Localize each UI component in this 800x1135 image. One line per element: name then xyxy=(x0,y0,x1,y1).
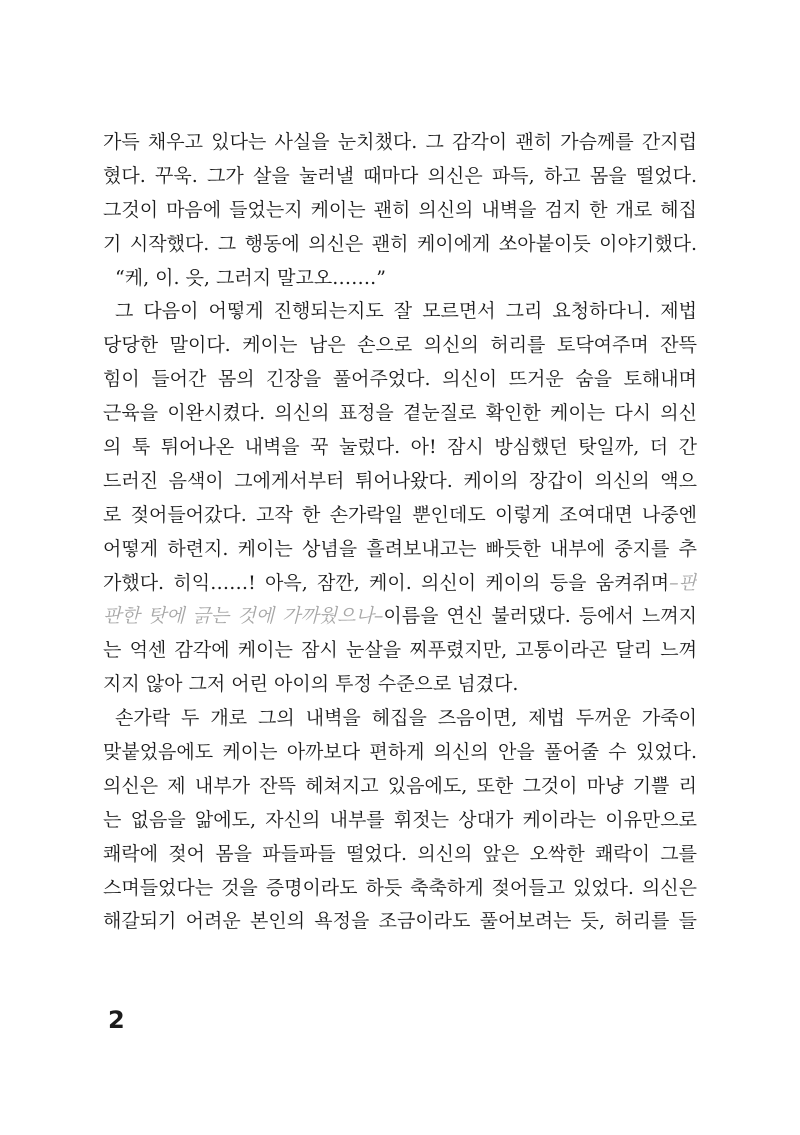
body-text: 가득 채우고 있다는 사실을 눈치챘다. 그 감각이 괜히 가슴께를 간지럽 xyxy=(103,131,697,153)
text-line xyxy=(103,465,697,499)
text-line xyxy=(103,736,697,770)
text-line xyxy=(103,702,697,736)
inline-aside-text: 판한 탓에 긁는 것에 가까웠으나– xyxy=(103,605,384,628)
body-text: 로 젖어들어갔다. 고작 한 손가락일 뿐인데도 이렇게 조여대면 나중엔 xyxy=(103,503,697,526)
text-line xyxy=(103,567,697,601)
body-text: 손가락 두 개로 그의 내벽을 헤집을 즈음이면, 제법 두꺼운 가죽이 xyxy=(115,707,697,730)
body-text: 힘이 들어간 몸의 긴장을 풀어주었다. 의신이 뜨거운 숨을 토해내며 xyxy=(103,368,697,391)
body-text: 어떻게 하련지. 케이는 상념을 흘려보내고는 빠듯한 내부에 중지를 추 xyxy=(103,537,697,560)
body-text: 이름을 연신 불러댔다. 등에서 느껴지 xyxy=(383,605,697,628)
text-line xyxy=(103,905,697,939)
text-line xyxy=(103,770,697,804)
text-line xyxy=(103,668,697,702)
text-line xyxy=(103,363,697,397)
body-text: 스며들었다는 것을 증명이라도 하듯 축축하게 젖어들고 있었다. 의신은 xyxy=(103,876,697,899)
text-line xyxy=(103,499,697,533)
text-line xyxy=(103,194,697,228)
text-line xyxy=(103,228,697,262)
body-text: 해갈되기 어려운 본인의 욕정을 조금이라도 풀어보려는 듯, 허리를 들 xyxy=(103,910,697,933)
text-line xyxy=(103,160,697,194)
text-block xyxy=(103,126,697,939)
body-text: 근육을 이완시켰다. 의신의 표정을 곁눈질로 확인한 케이는 다시 의신 xyxy=(103,402,697,425)
body-text: 는 억센 감각에 케이는 잠시 눈살을 찌푸렸지만, 고통이라곤 달리 느껴 xyxy=(103,639,697,662)
text-line xyxy=(103,533,697,567)
text-line xyxy=(103,295,697,329)
body-text: 맞붙었음에도 케이는 아까보다 편하게 의신의 안을 풀어줄 수 있었다. xyxy=(103,741,697,764)
body-text: 드러진 음색이 그에게서부터 튀어나왔다. 케이의 장갑이 의신의 액으 xyxy=(103,469,697,492)
body-text: 그 다음이 어떻게 진행되는지도 잘 모르면서 그리 요청하다니. 제법 xyxy=(115,300,697,323)
text-line xyxy=(103,872,697,906)
body-text: 지지 않아 그저 어린 아이의 투정 수준으로 넘겼다. xyxy=(103,673,519,696)
body-text: 당당한 말이다. 케이는 남은 손으로 의신의 허리를 토닥여주며 잔뜩 xyxy=(103,334,697,357)
text-line xyxy=(103,634,697,668)
page-number: 2 xyxy=(108,1006,125,1034)
body-text: 혔다. 꾸욱. 그가 살을 눌러낼 때마다 의신은 파득, 하고 몸을 떨었다. xyxy=(103,164,697,187)
text-line xyxy=(103,329,697,363)
text-line xyxy=(103,262,697,296)
text-line xyxy=(103,600,697,634)
body-text: 쾌락에 젖어 몸을 파들파들 떨었다. 의신의 앞은 오싹한 쾌락이 그를 xyxy=(103,842,697,865)
body-text: 의 툭 튀어나온 내벽을 꾹 눌렀다. 아! 잠시 방심했던 탓일까, 더 간 xyxy=(103,436,697,459)
text-line xyxy=(103,838,697,872)
text-line xyxy=(103,397,697,431)
body-text: 의신은 제 내부가 잔뜩 헤쳐지고 있음에도, 또한 그것이 마냥 기쁠 리 xyxy=(103,774,697,797)
body-text: 가했다. 히익……! 아윽, 잠깐, 케이. 의신이 케이의 등을 움켜쥐며 xyxy=(103,571,670,594)
text-line xyxy=(103,804,697,838)
body-text: “케, 이. 읏, 그러지 말고오…….” xyxy=(115,266,386,289)
body-text: 그것이 마음에 들었는지 케이는 괜히 의신의 내벽을 검지 한 개로 헤집 xyxy=(103,198,697,221)
body-text: 는 없음을 앎에도, 자신의 내부를 휘젓는 상대가 케이라는 이유만으로 xyxy=(103,808,697,831)
text-line xyxy=(103,431,697,465)
body-text: 기 시작했다. 그 행동에 의신은 괜히 케이에게 쏘아붙이듯 이야기했다. xyxy=(103,232,697,255)
inline-aside-text: –판 xyxy=(669,571,697,594)
text-line xyxy=(103,126,697,160)
